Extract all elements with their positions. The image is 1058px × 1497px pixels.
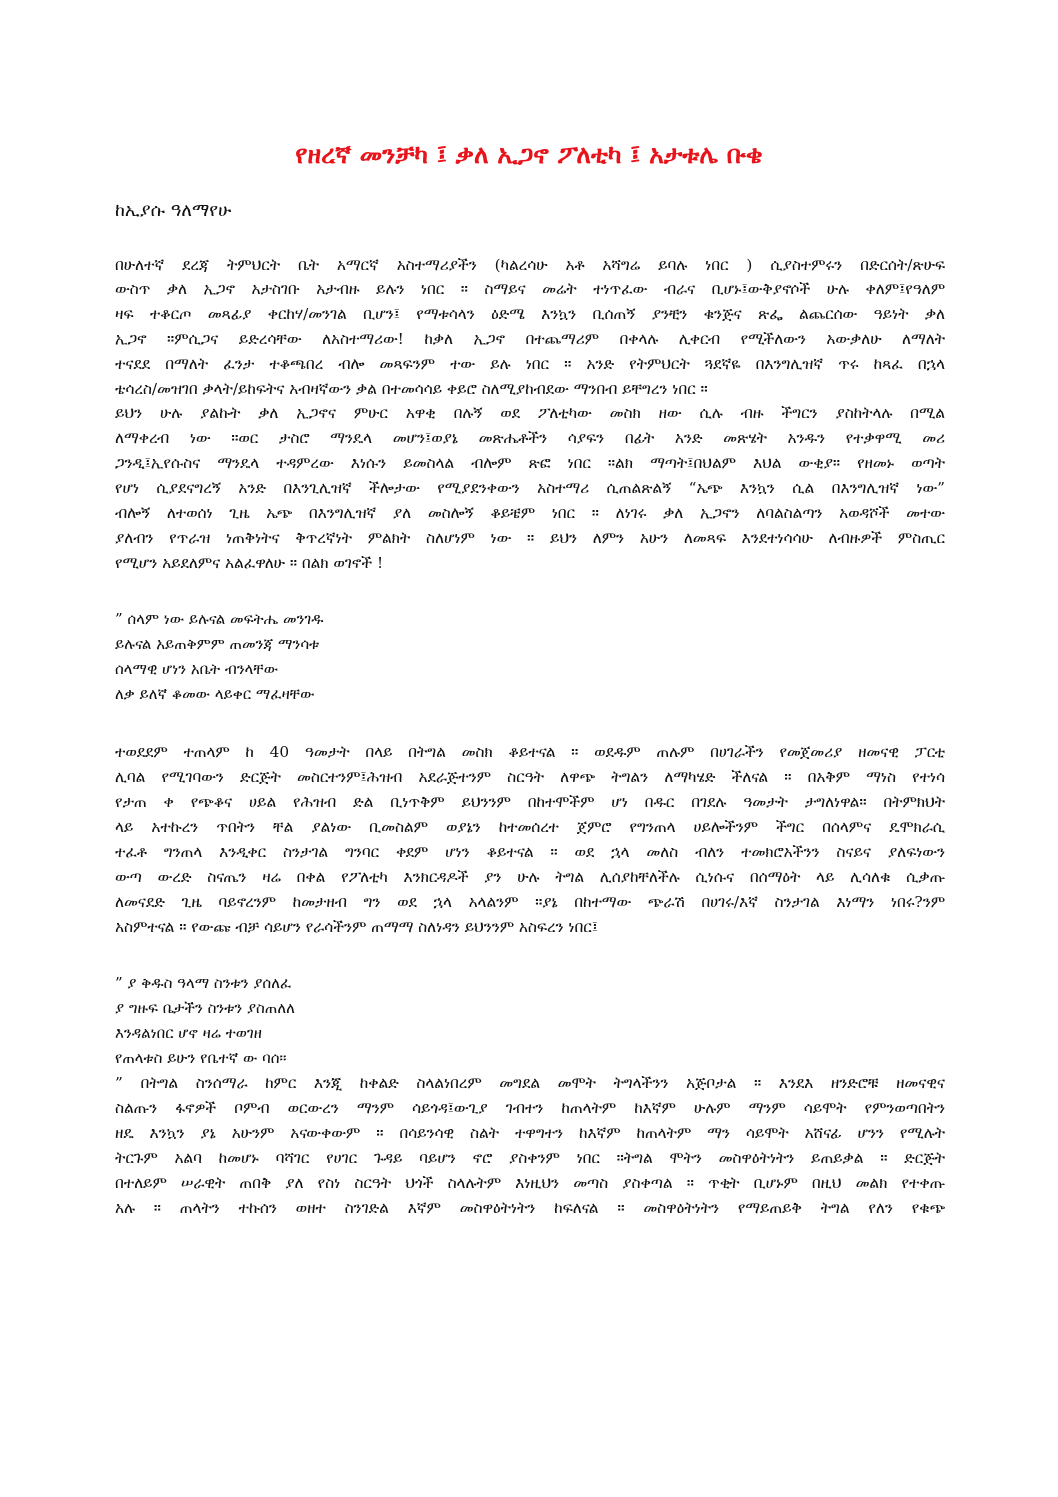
paragraph-line: ለማቀረብ ነው ።ወር ታስሮ ማንዴላ መሆን፤ወያኔ መጽሔቶችን ሳያፍን በፊት አንድ መጽሄት አንዱን የተቃዋሚ መሪ: [115, 429, 945, 447]
author-byline: ከኢያሱ ዓለማየሁ: [115, 200, 232, 221]
poem-line: ” ሰላም ነው ይሉናል መፍትሔ መንገዱ: [115, 610, 324, 628]
poem-line: ” ያ ቅዱስ ዓላማ ስንቱን ያሰለፈ: [115, 974, 292, 992]
paragraph-line: ሊባል የሚገባውን ድርጅት መስርተንም፤ሕዝብ አደራጅተንም ስርዓት ለዋጭ ትግልን ለማካሄድ ችለናል ። በአቅም ማነስ የተነሳ: [115, 768, 945, 786]
paragraph-line: በተለይም ሠራዊት ጠበቅ ያለ የስነ ስርዓት ህጎች ስላሉትም እነዚህን መጣስ ያስቀጣል ። ጥቂት ቢሆኑም በዚህ መልክ የተቀጡ: [115, 1174, 945, 1192]
poem-line: ያ ግዙፍ ቤታችን ስንቱን ያስጠለለ: [115, 999, 295, 1017]
paragraph-line: ቴሳረስ/መዝገበ ቃላት/ይከፍትና አብዛኛውን ቃል በተመሳሳይ ቀይሮ ስለሚያከብደው ማንበብ ይቸግረን ነበር ።: [115, 380, 708, 398]
paragraph-line: የሆነ ሲያደናግረኝ አንድ በእንጊሊዝኛ ችሎታው የሚያደንቀውን አስተማሪ ሲጠልጽልኝ “ኤጭ እንኳን ሲል በእንግሊዝኛ ነው”: [115, 479, 945, 497]
poem-line: የጠላቱስ ይሁን የቤተኛ ው ባሰ።: [115, 1049, 287, 1067]
paragraph-line: በሁለተኛ ደረጃ ትምህርት ቤት አማርኛ አስተማሪያችን (ካልረሳሁ አቶ አሻግሬ ይባሉ ነበር ) ሲያስተምሩን በድርሰት/ጽሁፍ: [115, 256, 945, 274]
paragraph-line: ተወደደም ተጠላም ከ 40 ዓመታት በላይ በትግል መስክ ቆይተናል ። ወደዱም ጠሉም በሀገራችን የመጀመሪያ ዘመናዊ ፓርቲ: [115, 743, 945, 761]
paragraph-line: ተናደደ በማለት ፈንታ ተቆጫበረ ብሎ መጻፍንም ተው ይሉ ነበር ። አንድ የትምህርት ጓደኛዬ በእንግሊዝኛ ጥሩ ከጻፈ በኋላ: [115, 355, 945, 373]
document-title: የዘረኛ መንቻካ ፤ ቃለ ኢጋኖ ፖለቲካ ፤ አታቱሌ ቡቄ: [295, 140, 763, 169]
paragraph-line: ዛፍ ተቆርጦ መጻፊያ ቀርከሃ/መንገል ቢሆን፤ የማቱሳላን ዕድሜ እንኳን ቢሰጠኝ ያንቺን ቁንጅና ጽፌ ልጨርሰው ዓይነት ቃለ: [115, 305, 945, 323]
paragraph-line: ትርጉም አልባ ከመሆኑ ባሻገር የሀገር ጉዳይ ባይሆን ኖሮ ያስቀንም ነበር ።ትግል ሞትን መስዋዕትነትን ይጠይቃል ። ድርጅት: [115, 1149, 945, 1167]
paragraph-line: ውስጥ ቃለ ኢጋኖ አታስገቡ አታብዙ ይሉን ነበር ። ስማይና መሬት ተነጥፈው ብራና ቢሆኑ፤ውቅያኖሶች ሁሉ ቀለም፤የዓለም: [115, 280, 945, 298]
paragraph-line: ኢጋኖ ።ምሲጋና ይድረሳቸው ለአስተማሪው! ከቃለ ኢጋኖ በተጨማሪም በቀላሉ ሊቀርብ የሚችለውን አውቃለሁ ለማለት: [115, 330, 945, 348]
paragraph-line: ዘዴ እንኳን ያኔ አሁንም አናውቀውም ። በሳይንሳዊ ስልት ተዋግተን ከእኛም ከጠላትም ማን ሳይሞት አሸናፊ ሆንን የሚሉት: [115, 1124, 945, 1142]
paragraph-line: የሚሆን አይደለምና አልፈዋለሁ ። በልክ ወገኖች !: [115, 554, 384, 572]
paragraph-line: ያለብን የጥራዝ ነጠቅነትና ቅጥረኛነት ምልክት ስለሆነም ነው ። ይህን ለምን አሁን ለመጻፍ እንደተነሳሳሁ ለብዙዎች ምስጢር: [115, 529, 945, 547]
paragraph-line: ተፈቶ ግንጠላ እንዲቀር ስንታገል ግንባር ቀደም ሆነን ቆይተናል ። ወደ ኋላ መለስ ብለን ተመክሮአችንን ስናይና ያለፍነውን: [115, 843, 945, 861]
paragraph-line: ለመናደድ ጊዜ ባይኖረንም ከመታዘብ ግን ወደ ኋላ አላልንም ።ያኔ በከተማው ጭራሽ በሀገሩ/እኛ ስንታገል እነማን ነበሩ?ንም: [115, 893, 945, 911]
paragraph-line: ውጣ ውረድ ስናጤን ዛሬ በቀል የፖለቲካ እንክርዳዶች ያን ሁሉ ትግል ሊሰያከቸለችሉ ሲነሱና በሰማዕት ላይ ሊሳለቁ ሲቃጡ: [115, 868, 945, 886]
paragraph-line: ብሎኝ ለተወሰነ ጊዜ ኤጭ በእንግሊዝኛ ያለ መስሎኝ ቆይቼም ነበር ። ለነገሩ ቃለ ኢጋኖን ለባልስልጣን አወዳሾች መተው: [115, 504, 945, 522]
paragraph-line: ይህን ሁሉ ያልኩት ቃለ ኢጋኖና ምሁር አዋቂ በሉኝ ወደ ፖለቲካው መስክ ዘው ሲሉ ብዙ ችግርን ያስከትላሉ በሚል: [115, 404, 945, 422]
poem-line: ለቃ ይለኛ ቆመው ላይቀር ማፈዛቸው: [115, 685, 315, 703]
poem-line: እንዳልነበር ሆኖ ዛሬ ተወገዘ: [115, 1024, 262, 1042]
paragraph-line: አስምተናል ። የውጩ ብቻ ሳይሆን የራሳችንም ጠማማ ስለነዳን ይህንንም አስፍረን ነበር፤: [115, 918, 598, 936]
paragraph-line: ” በትግል ስንሰማራ ከምር እንጂ ከቀልድ ስላልነበረም መግደል መሞት ትግላችንን አጅቦታል ። እንደእ ዘንድሮቹ ዘመናዊና: [115, 1074, 945, 1092]
poem-line: ይሉናል አይጠቅምም ጠመንጃ ማንሳቱ: [115, 635, 320, 653]
paragraph-line: አሉ ። ጠላትን ተኩሰን ወዘተ ስንገድል እኛም መስዋዕትነትን ከፍለናል ። መስዋዕትነትን የማይጠይቅ ትግል የለን የቁጭ: [115, 1199, 945, 1217]
paragraph-line: ስልጡን ፋኖዎች ቦምብ ወርውረን ማንም ሳይጎዳ፤ውጊያ ገብተን ከጠላትም ከእኛም ሁሉም ማንም ሳይሞት የምንወጣበትን: [115, 1099, 945, 1117]
paragraph-line: ጋንዲ፤ኢየሱስና ማንዴላ ተዳምረው እነሱን ይመስላል ብሎም ጽፎ ነበር ።ልክ ማጣት፤በህልም እህል ውቂያ። የዘመኑ ወጣት: [115, 454, 945, 472]
poem-line: ሰላማዊ ሆነን አቤት ብንላቸው: [115, 660, 279, 678]
paragraph-line: የታጠ ቀ የጭቆና ሀይል የሕዝብ ድል ቢነጥቅም ይህንንም በከተሞችም ሆነ በዱር በገደሉ ዓመታት ታግለነዋል። በትምክህት: [115, 793, 945, 811]
paragraph-line: ላይ አተኩረን ጥበትን ቸል ያልነው ቢመስልም ወያኔን ከተመሰረተ ጀምሮ የግንጠላ ሀይሎችንም ችግር በሰላምና ዴሞክራሲ: [115, 818, 945, 836]
